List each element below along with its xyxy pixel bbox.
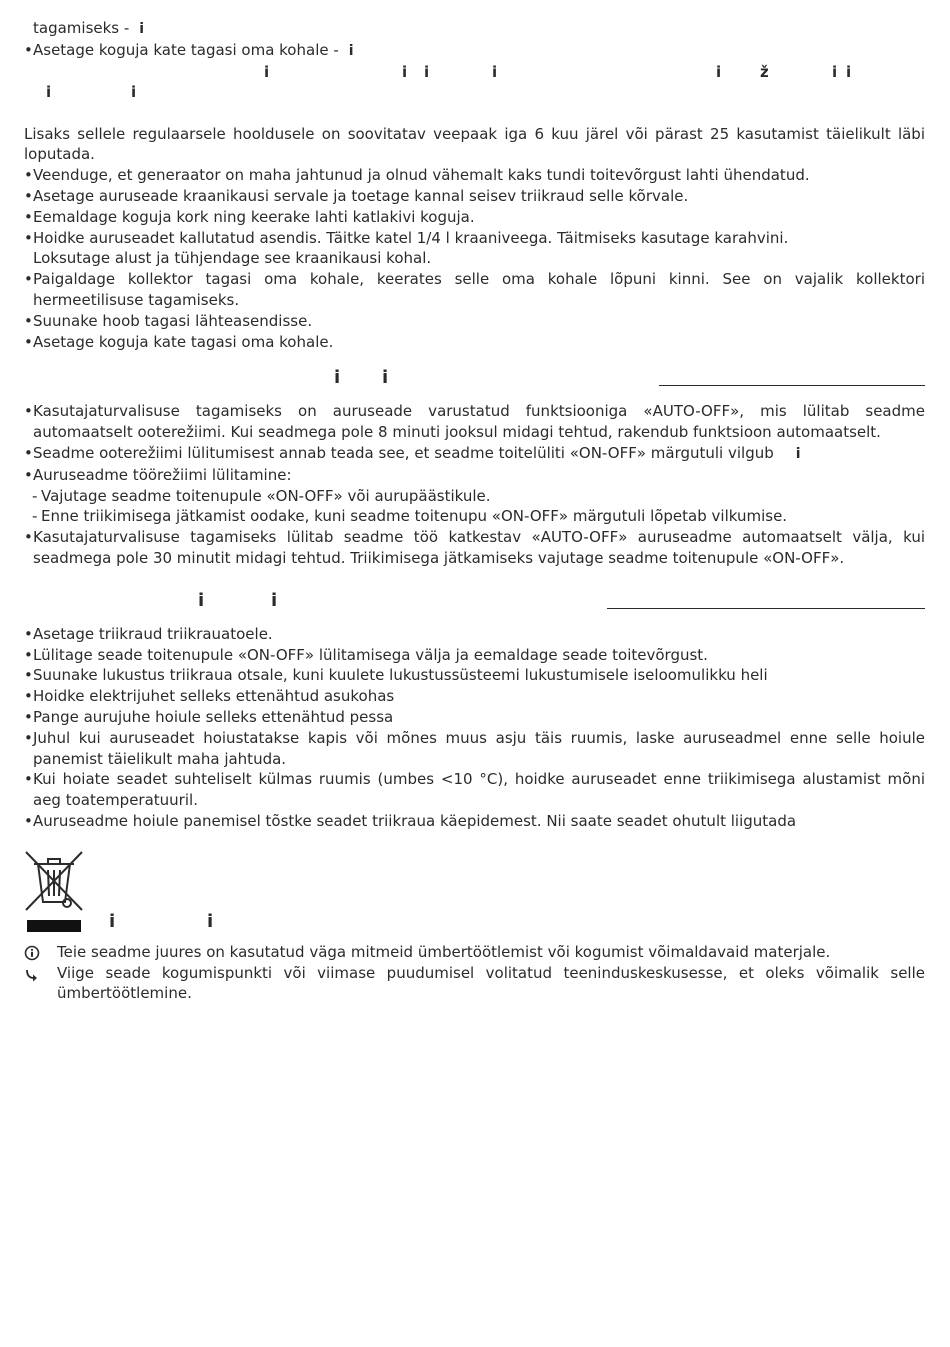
eco-item-info: Teie seadme juures on kasutatud väga mitmeid ümbertöötlemist või kogumist võimaldavaid materjale. bbox=[24, 942, 925, 963]
fragment-row-1 bbox=[24, 62, 925, 82]
manual-page bbox=[24, 18, 925, 1004]
fragment-char: i bbox=[424, 62, 430, 81]
crossed-out-bin-icon bbox=[24, 850, 86, 912]
maintenance-step: • Paigaldage kollektor tagasi oma kohale, keerates selle oma kohale lõpuni kinni. See on vajalik kollektori hermeetilisuse tagamiseks. bbox=[24, 269, 925, 311]
storage-item: • Suunake lukustus triikraua otsale, kuni kuulete lukustussüsteemi lukustumisele iseloomulikku heli bbox=[24, 665, 925, 686]
top-fragment: tagamiseks - i bbox=[33, 19, 145, 37]
section-rule bbox=[659, 385, 925, 386]
arrow-right-icon bbox=[24, 966, 40, 982]
storage-item: • Pange aurujuhe hoiule selleks ettenähtud pessa bbox=[24, 707, 925, 728]
heading-char: i bbox=[271, 589, 278, 611]
fragment-char: i bbox=[846, 62, 852, 81]
heading-bar bbox=[27, 920, 81, 932]
heading-char: i bbox=[334, 367, 341, 389]
fragment-char: i bbox=[46, 82, 52, 101]
storage-item: • Juhul kui auruseadet hoiustatakse kapis või mõnes muus asju täis ruumis, laske auruseadmel enne selle hoiule panemist täielikult maha jahtuda. bbox=[24, 728, 925, 770]
auto-off-item: • Kasutajaturvalisuse tagamiseks on auruseade varustatud funktsiooniga «AUTO-OFF», mis lülitab seadme automaatselt ooterežiimi. Kui seadmega pole 8 minuti jooksul midagi tehtud, rakendub funktsioon automaatselt. bbox=[24, 401, 925, 443]
fragment-row-2 bbox=[24, 82, 925, 102]
section-rule bbox=[607, 608, 925, 609]
top-bullet: • Asetage koguja kate tagasi oma kohale - i bbox=[24, 40, 925, 62]
fragment-char: i bbox=[716, 62, 722, 81]
fragment-char: i bbox=[264, 62, 270, 81]
maintenance-step: • Veenduge, et generaator on maha jahtunud ja olnud vähemalt kaks tundi toitevõrgust lahti ühendatud. bbox=[24, 165, 925, 186]
maintenance-step: • Suunake hoob tagasi lähteasendisse. bbox=[24, 311, 925, 332]
auto-off-heading bbox=[24, 366, 925, 392]
heading-char: i bbox=[207, 910, 214, 932]
auto-off-item: • Kasutajaturvalisuse tagamiseks lülitab seadme töö katkestav «AUTO-OFF» auruseadme automaatselt välja, kui seadmega pole 30 minutit midagi tehtud. Triikimisega jätkamiseks vajutage seadme toitenupule «ON-OFF». bbox=[24, 527, 925, 569]
maintenance-step: • Asetage auruseade kraanikausi servale ja toetage kannal seisev triikraud selle kõrvale. bbox=[24, 186, 925, 207]
storage-heading bbox=[24, 589, 925, 615]
info-circle-icon bbox=[24, 945, 40, 961]
eco-item-arrow: Viige seade kogumispunkti või viimase puudumisel volitatud teeninduskeskusesse, et oleks võimalik selle ümbertöötlemine. bbox=[24, 963, 925, 1005]
storage-item: • Hoidke elektrijuhet selleks ettenähtud asukohas bbox=[24, 686, 925, 707]
fragment-char: ž bbox=[760, 62, 769, 81]
maintenance-step: • Eemaldage koguja kork ning keerake lahti katlakivi koguja. bbox=[24, 207, 925, 228]
auto-off-switch-item: • Auruseadme töörežiimi lülitamine: bbox=[24, 465, 925, 486]
storage-item: • Lülitage seade toitenupule «ON-OFF» lülitamisega välja ja eemaldage seade toitevõrgust. bbox=[24, 645, 925, 666]
auto-off-dash-item: - Vajutage seadme toitenupule «ON-OFF» või aurupäästikule. bbox=[24, 486, 925, 507]
maintenance-step: • Asetage koguja kate tagasi oma kohale. bbox=[24, 332, 925, 353]
weee-symbol bbox=[24, 850, 925, 912]
heading-char: i bbox=[382, 367, 389, 389]
maintenance-paragraph: Lisaks sellele regulaarsele hooldusele on soovitatav veepaak iga 6 kuu järel või pärast 25 kasutamist täielikult läbi loputada. bbox=[24, 124, 925, 164]
storage-item: • Auruseadme hoiule panemisel tõstke seadet triikraua käepidemest. Nii saate seadet ohutult liigutada bbox=[24, 811, 925, 832]
auto-off-dash-item: - Enne triikimisega jätkamist oodake, kuni seadme toitenupu «ON-OFF» märgutuli lõpetab vilkumise. bbox=[24, 506, 925, 527]
fragment-char: i bbox=[131, 82, 137, 101]
storage-item: • Asetage triikraud triikrauatoele. bbox=[24, 624, 925, 645]
fragment-char: i bbox=[832, 62, 838, 81]
auto-off-blink-item: • Seadme ooterežiimi lülitumisest annab teada see, et seadme toitelüliti «ON-OFF» märgutuli vilgub i bbox=[24, 443, 925, 465]
heading-char: i bbox=[109, 910, 116, 932]
maintenance-step-continued: Loksutage alust ja tühjendage see kraanikausi kohal. bbox=[33, 249, 432, 268]
fragment-char: i bbox=[402, 62, 408, 81]
weee-heading bbox=[24, 912, 925, 936]
heading-char: i bbox=[198, 589, 205, 611]
fragment-char: i bbox=[492, 62, 498, 81]
storage-item: • Kui hoiate seadet suhteliselt külmas ruumis (umbes <10 °C), hoidke auruseadet enne triikimisega alustamist mõni aeg toatemperatuuril. bbox=[24, 769, 925, 811]
maintenance-step: • Hoidke auruseadet kallutatud asendis. Täitke katel 1/4 l kraaniveega. Täitmiseks kasutage karahvini. bbox=[24, 228, 925, 249]
